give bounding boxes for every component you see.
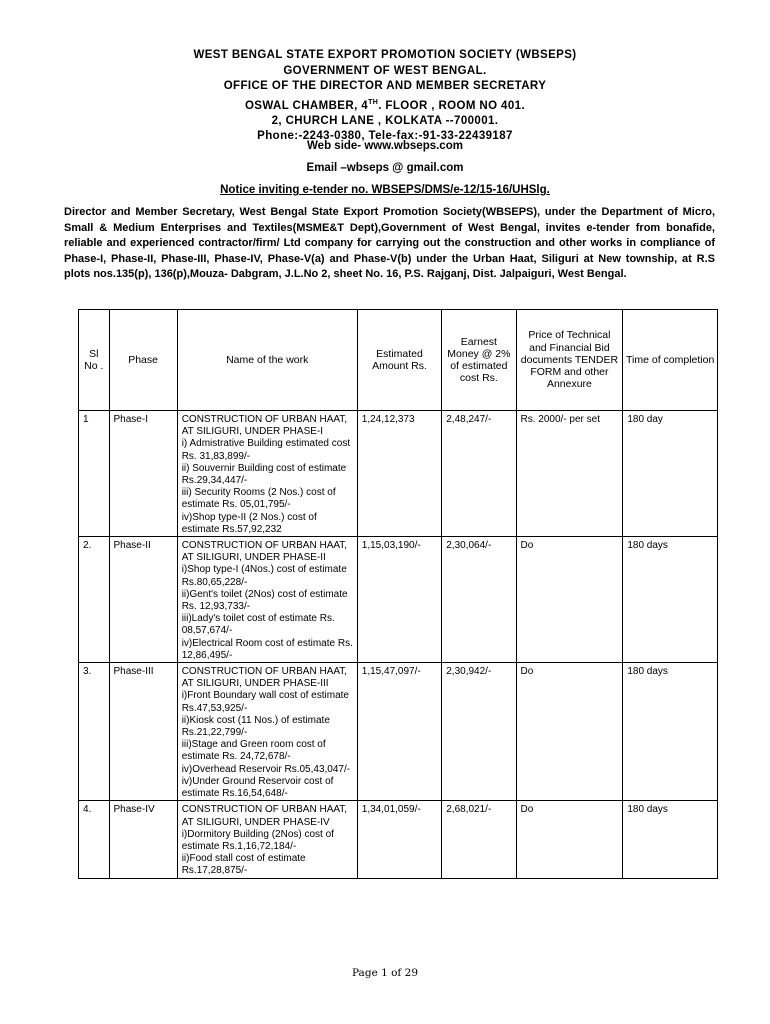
header-price: Price of Technical and Financial Bid documents TENDER FORM and other Annexure [516, 310, 623, 411]
cell-phase: Phase-III [109, 663, 177, 801]
table-row [79, 537, 718, 663]
notice-title: Notice inviting e-tender no. WBSEPS/DMS/e-12/15-16/UHSlg. [220, 184, 550, 196]
work-line: i)Shop type-I (4Nos.) cost of estimate Rs.80,65,228/- [181, 564, 347, 588]
document-header [0, 48, 770, 145]
cell-amount: 1,15,47,097/- [357, 663, 441, 801]
cell-work [177, 663, 357, 801]
work-line: i)Dormitory Building (2Nos) cost of estimate Rs.1,16,72,184/- [181, 828, 334, 852]
cell-sl: 2. [79, 537, 110, 663]
work-line: CONSTRUCTION OF URBAN HAAT, AT SILIGURI, UNDER PHASE-III [181, 666, 348, 690]
table-row [79, 801, 718, 878]
work-line: CONSTRUCTION OF URBAN HAAT, AT SILIGURI, UNDER PHASE-I [181, 414, 348, 438]
header-phone: Phone:-2243-0380, Tele-fax:-91-33-22439187 [257, 130, 513, 143]
cell-earnest: 2,30,064/- [442, 537, 516, 663]
cell-earnest: 2,48,247/- [442, 411, 516, 537]
cell-amount: 1,24,12,373 [357, 411, 441, 537]
header-phase: Phase [109, 310, 177, 411]
header-amount: Estimated Amount Rs. [357, 310, 441, 411]
email-line: Email –wbseps @ gmail.com [306, 162, 464, 174]
cell-earnest: 2,68,021/- [442, 801, 516, 878]
intro-paragraph: Director and Member Secretary, West Bengal State Export Promotion Society(WBSEPS), under the Department of Micro, Small & Medium Enterprises and Textiles(MSME&T Dept),Government of West Bengal, invites e-tender from bonafide, reliable and experienced contractor/firm/ Ltd company for carrying out the construction and other works in compliance of Phase-I, Phase-II, Phase-III, Phase-IV, Phase-V(a) and Phase-V(b) under the Urban Haat, Siliguri at New township, at R.S plots nos.135(p), 136(p),Mouza- Dabgram, J.L.No 2, sheet No. 16, P.S. Rajganj, Dist. Jalpaiguri, West Bengal. [64, 206, 715, 280]
work-line: iii)Stage and Green room cost of estimate Rs. 24,72,678/- [181, 739, 326, 763]
page-number: Page 1 of 29 [351, 967, 419, 979]
cell-sl: 3. [79, 663, 110, 801]
cell-earnest: 2,30,942/- [442, 663, 516, 801]
cell-price: Do [516, 663, 623, 801]
work-line: iv)Under Ground Reservoir cost of estimate Rs.16,54,648/- [181, 775, 334, 800]
table-header-row [79, 310, 718, 411]
work-line: CONSTRUCTION OF URBAN HAAT, AT SILIGURI, UNDER PHASE-IV [181, 804, 348, 828]
cell-phase: Phase-IV [109, 801, 177, 878]
header-address-1: OSWAL CHAMBER, 4TH. FLOOR , ROOM NO 401. [244, 98, 526, 112]
header-address-2: 2, CHURCH LANE , KOLKATA --700001. [271, 114, 499, 127]
work-line: iv)Shop type-II (2 Nos.) cost of estimate Rs.57,92,232 [181, 511, 317, 535]
work-line: iv)Overhead Reservoir Rs.05,43,047/- [181, 763, 351, 775]
cell-sl: 1 [79, 411, 110, 537]
cell-work [177, 801, 357, 878]
work-line: ii)Gent's toilet (2Nos) cost of estimate Rs. 12,93,733/- [181, 588, 348, 613]
header-office: OFFICE OF THE DIRECTOR AND MEMBER SECRETARY [223, 80, 547, 92]
cell-phase: Phase-II [109, 537, 177, 663]
cell-price: Do [516, 801, 623, 878]
cell-time: 180 day [623, 411, 718, 537]
work-line: CONSTRUCTION OF URBAN HAAT, AT SILIGURI, UNDER PHASE-II [181, 540, 348, 564]
header-work: Name of the work [177, 310, 357, 411]
cell-time: 180 days [623, 537, 718, 663]
cell-sl: 4. [79, 801, 110, 878]
cell-amount: 1,15,03,190/- [357, 537, 441, 663]
header-org-name: WEST BENGAL STATE EXPORT PROMOTION SOCIETY (WBSEPS) [193, 49, 577, 61]
work-line: ii)Kiosk cost (11 Nos.) of estimate Rs.21,22,799/- [181, 714, 330, 739]
work-line: i)Front Boundary wall cost of estimate Rs.47,53,925/- [181, 690, 349, 714]
header-government: GOVERNMENT OF WEST BENGAL. [283, 64, 487, 77]
work-line: ii) Souvernir Building cost of estimate Rs.29,34,447/- [181, 462, 347, 487]
work-line: ii)Food stall cost of estimate Rs.17,28,875/- [181, 853, 306, 877]
tender-table [78, 309, 718, 879]
cell-price: Rs. 2000/- per set [516, 411, 623, 537]
cell-work [177, 411, 357, 537]
website-line: Web side- www.wbseps.com [307, 140, 463, 152]
cell-phase: Phase-I [109, 411, 177, 537]
header-time: Time of completion [623, 310, 718, 411]
work-line: i) Admistrative Building estimated cost Rs. 31,83,899/- [181, 438, 351, 462]
header-sl: Sl No . [79, 310, 110, 411]
cell-time: 180 days [623, 801, 718, 878]
work-line: iv)Electrical Room cost of estimate Rs. 12,86,495/- [181, 637, 353, 661]
table-row [79, 411, 718, 537]
table-row [79, 663, 718, 801]
work-line: iii)Lady's toilet cost of estimate Rs. 08,57,674/- [181, 613, 335, 637]
cell-time: 180 days [623, 663, 718, 801]
cell-work [177, 537, 357, 663]
header-earnest: Earnest Money @ 2% of estimated cost Rs. [442, 310, 516, 411]
work-line: iii) Security Rooms (2 Nos.) cost of estimate Rs. 05,01,795/- [181, 487, 336, 511]
cell-amount: 1,34,01,059/- [357, 801, 441, 878]
cell-price: Do [516, 537, 623, 663]
